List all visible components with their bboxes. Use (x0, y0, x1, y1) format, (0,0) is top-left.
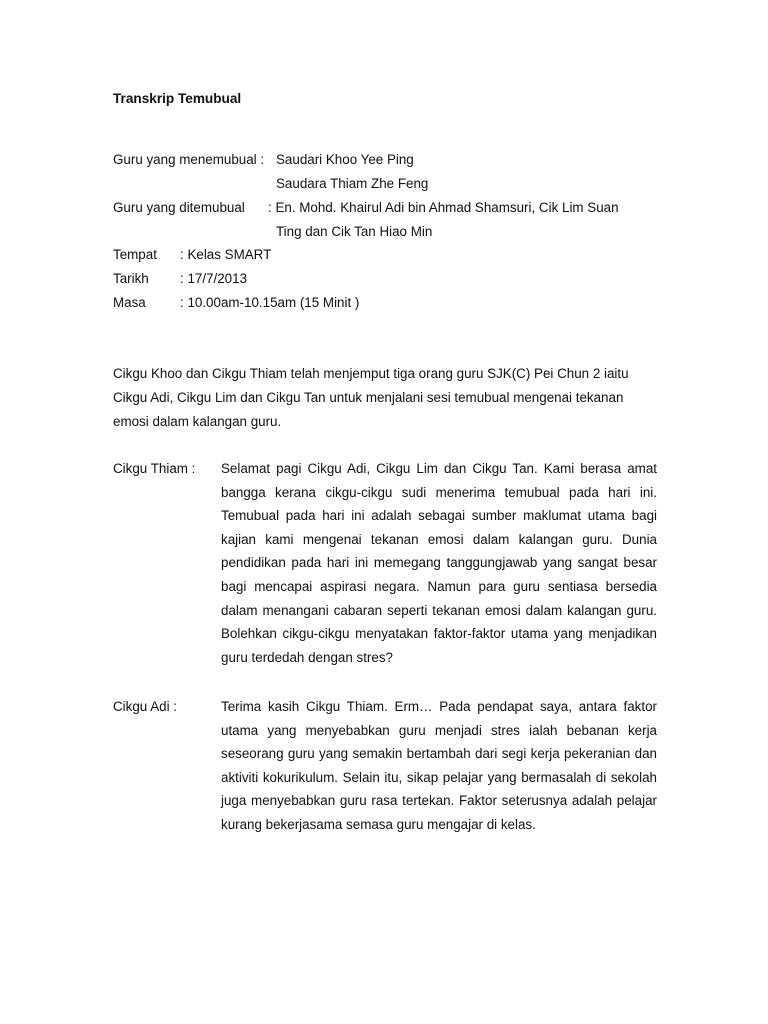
place-value: : Kelas SMART (180, 247, 272, 262)
time-value: : 10.00am-10.15am (15 Minit ) (180, 295, 360, 310)
speech-adi: Terima kasih Cikgu Thiam. Erm… Pada pendapat saya, antara faktor utama yang menyebabkan guru menjadi stres ialah bebanan kerja seseorang guru yang semakin bertambah dari segi kerja pekeranian dan aktiviti kokurikulum. Selain itu, sikap pelajar yang bermasalah di sekolah juga menyebabkan guru rasa tertekan. Faktor seterusnya adalah pelajar kurang bekerjasama semasa guru mengajar di kelas. (221, 699, 657, 832)
interviewer-1: Saudari Khoo Yee Ping (276, 152, 414, 167)
intro-line-3: emosi dalam kalangan guru. (113, 414, 282, 429)
speech-thiam: Selamat pagi Cikgu Adi, Cikgu Lim dan Cikgu Tan. Kami berasa amat bangga kerana cikgu-cikgu sudi menerima temubual pada hari ini. Temubual pada hari ini adalah sebagai sumber maklumat utama bagi kajian kami mengenai tekanan emosi dalam kalangan guru. Dunia pendidikan pada hari ini memegang tanggungjawab yang sangat besar bagi mencapai aspirasi negara. Namun para guru sentiasa bersedia dalam menangani cabaran seperti tekanan emosi dalam kalangan guru. Bolehkan cikgu-cikgu menyatakan faktor-faktor utama yang menjadikan guru terdedah dengan stres? (221, 461, 657, 665)
date-value: : 17/7/2013 (180, 271, 248, 286)
speaker-adi: Cikgu Adi : (113, 699, 178, 714)
time-label: Masa (113, 295, 146, 310)
interviewee-line-2: Ting dan Cik Tan Hiao Min (276, 224, 433, 239)
date-label: Tarikh (113, 271, 149, 286)
interviewee-label: Guru yang ditemubual (113, 200, 245, 215)
interviewee-line-1: : En. Mohd. Khairul Adi bin Ahmad Shamsuri, Cik Lim Suan (268, 200, 619, 215)
document-title: Transkrip Temubual (113, 91, 242, 106)
interviewer-2: Saudara Thiam Zhe Feng (276, 176, 429, 191)
intro-line-2: Cikgu Adi, Cikgu Lim dan Cikgu Tan untuk menjalani sesi temubual mengenai tekanan (113, 390, 624, 405)
speaker-thiam: Cikgu Thiam : (113, 461, 196, 476)
intro-line-1: Cikgu Khoo dan Cikgu Thiam telah menjemput tiga orang guru SJK(C) Pei Chun 2 iaitu (113, 366, 629, 381)
place-label: Tempat (113, 247, 157, 262)
interviewer-label: Guru yang menemubual : (113, 152, 265, 167)
